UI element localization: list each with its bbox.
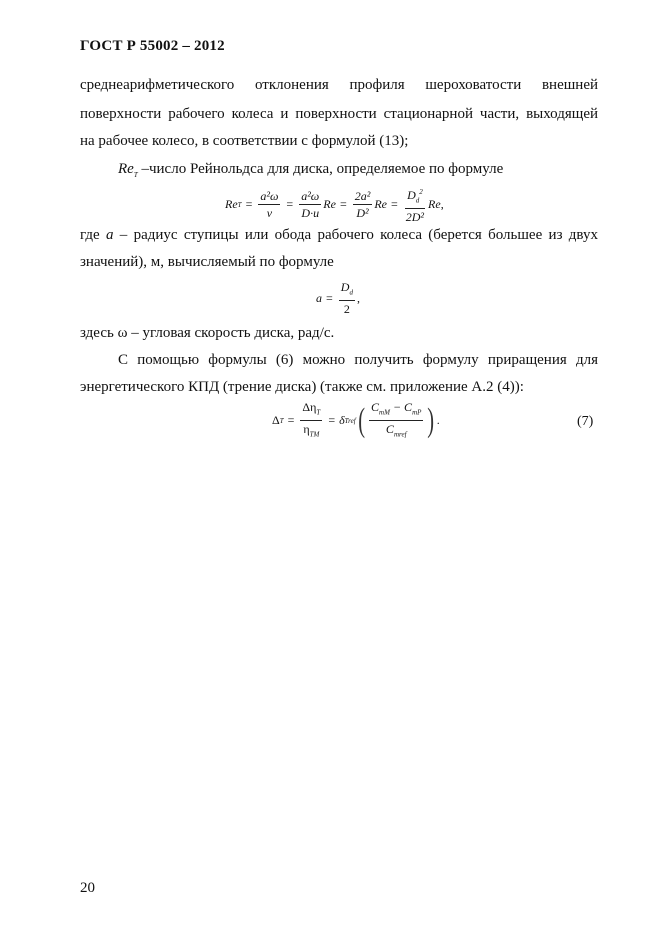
formula-lhs: Re bbox=[225, 197, 238, 212]
re-symbol: Re bbox=[374, 197, 387, 212]
c-symbol: C bbox=[385, 422, 394, 437]
equals-sign: = bbox=[328, 413, 336, 428]
delta-symbol: Δ bbox=[272, 413, 280, 428]
c-subscript: mref bbox=[393, 430, 407, 439]
paragraph-line: значений), м, вычисляемый по формуле bbox=[80, 254, 334, 270]
dd-symbol: D bbox=[407, 188, 416, 202]
eta-subscript: TM bbox=[309, 430, 320, 439]
fraction-numerator bbox=[369, 400, 423, 421]
equals-sign: = bbox=[339, 197, 347, 212]
eta-symbol: η bbox=[303, 422, 310, 437]
fraction bbox=[258, 189, 280, 220]
fraction bbox=[404, 185, 426, 224]
equals-sign: = bbox=[326, 290, 333, 305]
fraction bbox=[339, 280, 355, 316]
paragraph-line: на рабочее колесо, в соответствии с формулой (13); bbox=[80, 133, 409, 149]
re-symbol: Re bbox=[428, 197, 441, 212]
equals-sign: = bbox=[390, 197, 398, 212]
fraction-denominator: 2D² bbox=[405, 210, 425, 225]
formula-tail: . bbox=[436, 413, 440, 428]
fraction bbox=[369, 400, 423, 442]
equals-sign: = bbox=[245, 197, 253, 212]
paragraph-line bbox=[80, 222, 598, 249]
fraction-numerator bbox=[339, 280, 355, 301]
paragraph-line: среднеарифметического отклонения профиля шероховатости внешней bbox=[80, 77, 598, 93]
dd-subscript: d bbox=[349, 288, 353, 297]
equals-sign: = bbox=[286, 197, 294, 212]
fraction bbox=[299, 189, 321, 220]
small-delta-symbol: δ bbox=[339, 413, 345, 428]
paragraph-omega-definition: здесь ω – угловая скорость диска, рад/с. bbox=[80, 325, 335, 341]
fraction bbox=[353, 189, 373, 220]
paragraph-line: С помощью формулы (6) можно получить формулу приращения для bbox=[118, 352, 598, 368]
a-symbol: a bbox=[106, 227, 114, 243]
fraction-numerator bbox=[300, 400, 322, 421]
c-subscript: mP bbox=[412, 408, 422, 417]
equals-sign: = bbox=[287, 413, 295, 428]
reynolds-subscript: T bbox=[133, 171, 138, 179]
paragraph-line: энергетического КПД (трение диска) (также см. приложение А.2 (4)): bbox=[80, 379, 524, 395]
fraction-numerator: 2a² bbox=[354, 189, 371, 204]
re-symbol: Re bbox=[323, 197, 336, 212]
formula-tail: , bbox=[440, 197, 444, 212]
text-fragment: – радиус ступицы или обода рабочего колеса (берется большее из двух bbox=[113, 227, 598, 243]
c-subscript: mM bbox=[379, 408, 390, 417]
fraction-denominator: D² bbox=[356, 206, 369, 221]
dd-superscript: 2 bbox=[419, 188, 423, 196]
fraction-numerator: a²ω bbox=[301, 189, 320, 204]
minus-sign: − bbox=[392, 400, 402, 414]
fraction-numerator: a²ω bbox=[260, 189, 279, 204]
eta-symbol: Δη bbox=[302, 400, 317, 414]
formula-lhs: a bbox=[316, 290, 322, 305]
formula-radius bbox=[316, 280, 360, 316]
small-delta-subscript: Tref bbox=[344, 416, 356, 425]
formula-tail: , bbox=[356, 290, 360, 305]
fraction-denominator bbox=[301, 421, 321, 441]
fraction-denominator: ν bbox=[266, 206, 273, 221]
text-fragment: где bbox=[80, 227, 106, 243]
dd-subscript: d bbox=[415, 196, 420, 205]
right-parenthesis: ) bbox=[427, 401, 435, 439]
formula-reynolds bbox=[225, 185, 444, 224]
fraction-numerator bbox=[405, 185, 425, 209]
fraction-denominator: D·u bbox=[301, 206, 320, 221]
reynolds-text: –число Рейнольдса для диска, определяемое по формуле bbox=[137, 161, 504, 177]
formula-lhs-sub: T bbox=[237, 200, 242, 209]
dd-symbol: D bbox=[340, 280, 350, 294]
page-number: 20 bbox=[80, 880, 95, 896]
fraction-denominator bbox=[384, 421, 409, 441]
equation-number: (7) bbox=[577, 414, 594, 429]
c-symbol: C bbox=[371, 400, 380, 414]
paragraph-line: поверхности рабочего колеса и поверхности стационарной части, выходящей bbox=[80, 106, 598, 122]
left-parenthesis: ( bbox=[357, 401, 365, 439]
reynolds-symbol: Re bbox=[118, 161, 134, 177]
fraction bbox=[300, 400, 322, 442]
eta-subscript: T bbox=[316, 408, 321, 417]
formula-efficiency-increment bbox=[272, 400, 440, 442]
document-header: ГОСТ Р 55002 – 2012 bbox=[80, 38, 225, 54]
delta-subscript: T bbox=[279, 416, 284, 425]
c-symbol: C bbox=[404, 400, 413, 414]
fraction-denominator: 2 bbox=[343, 302, 350, 317]
